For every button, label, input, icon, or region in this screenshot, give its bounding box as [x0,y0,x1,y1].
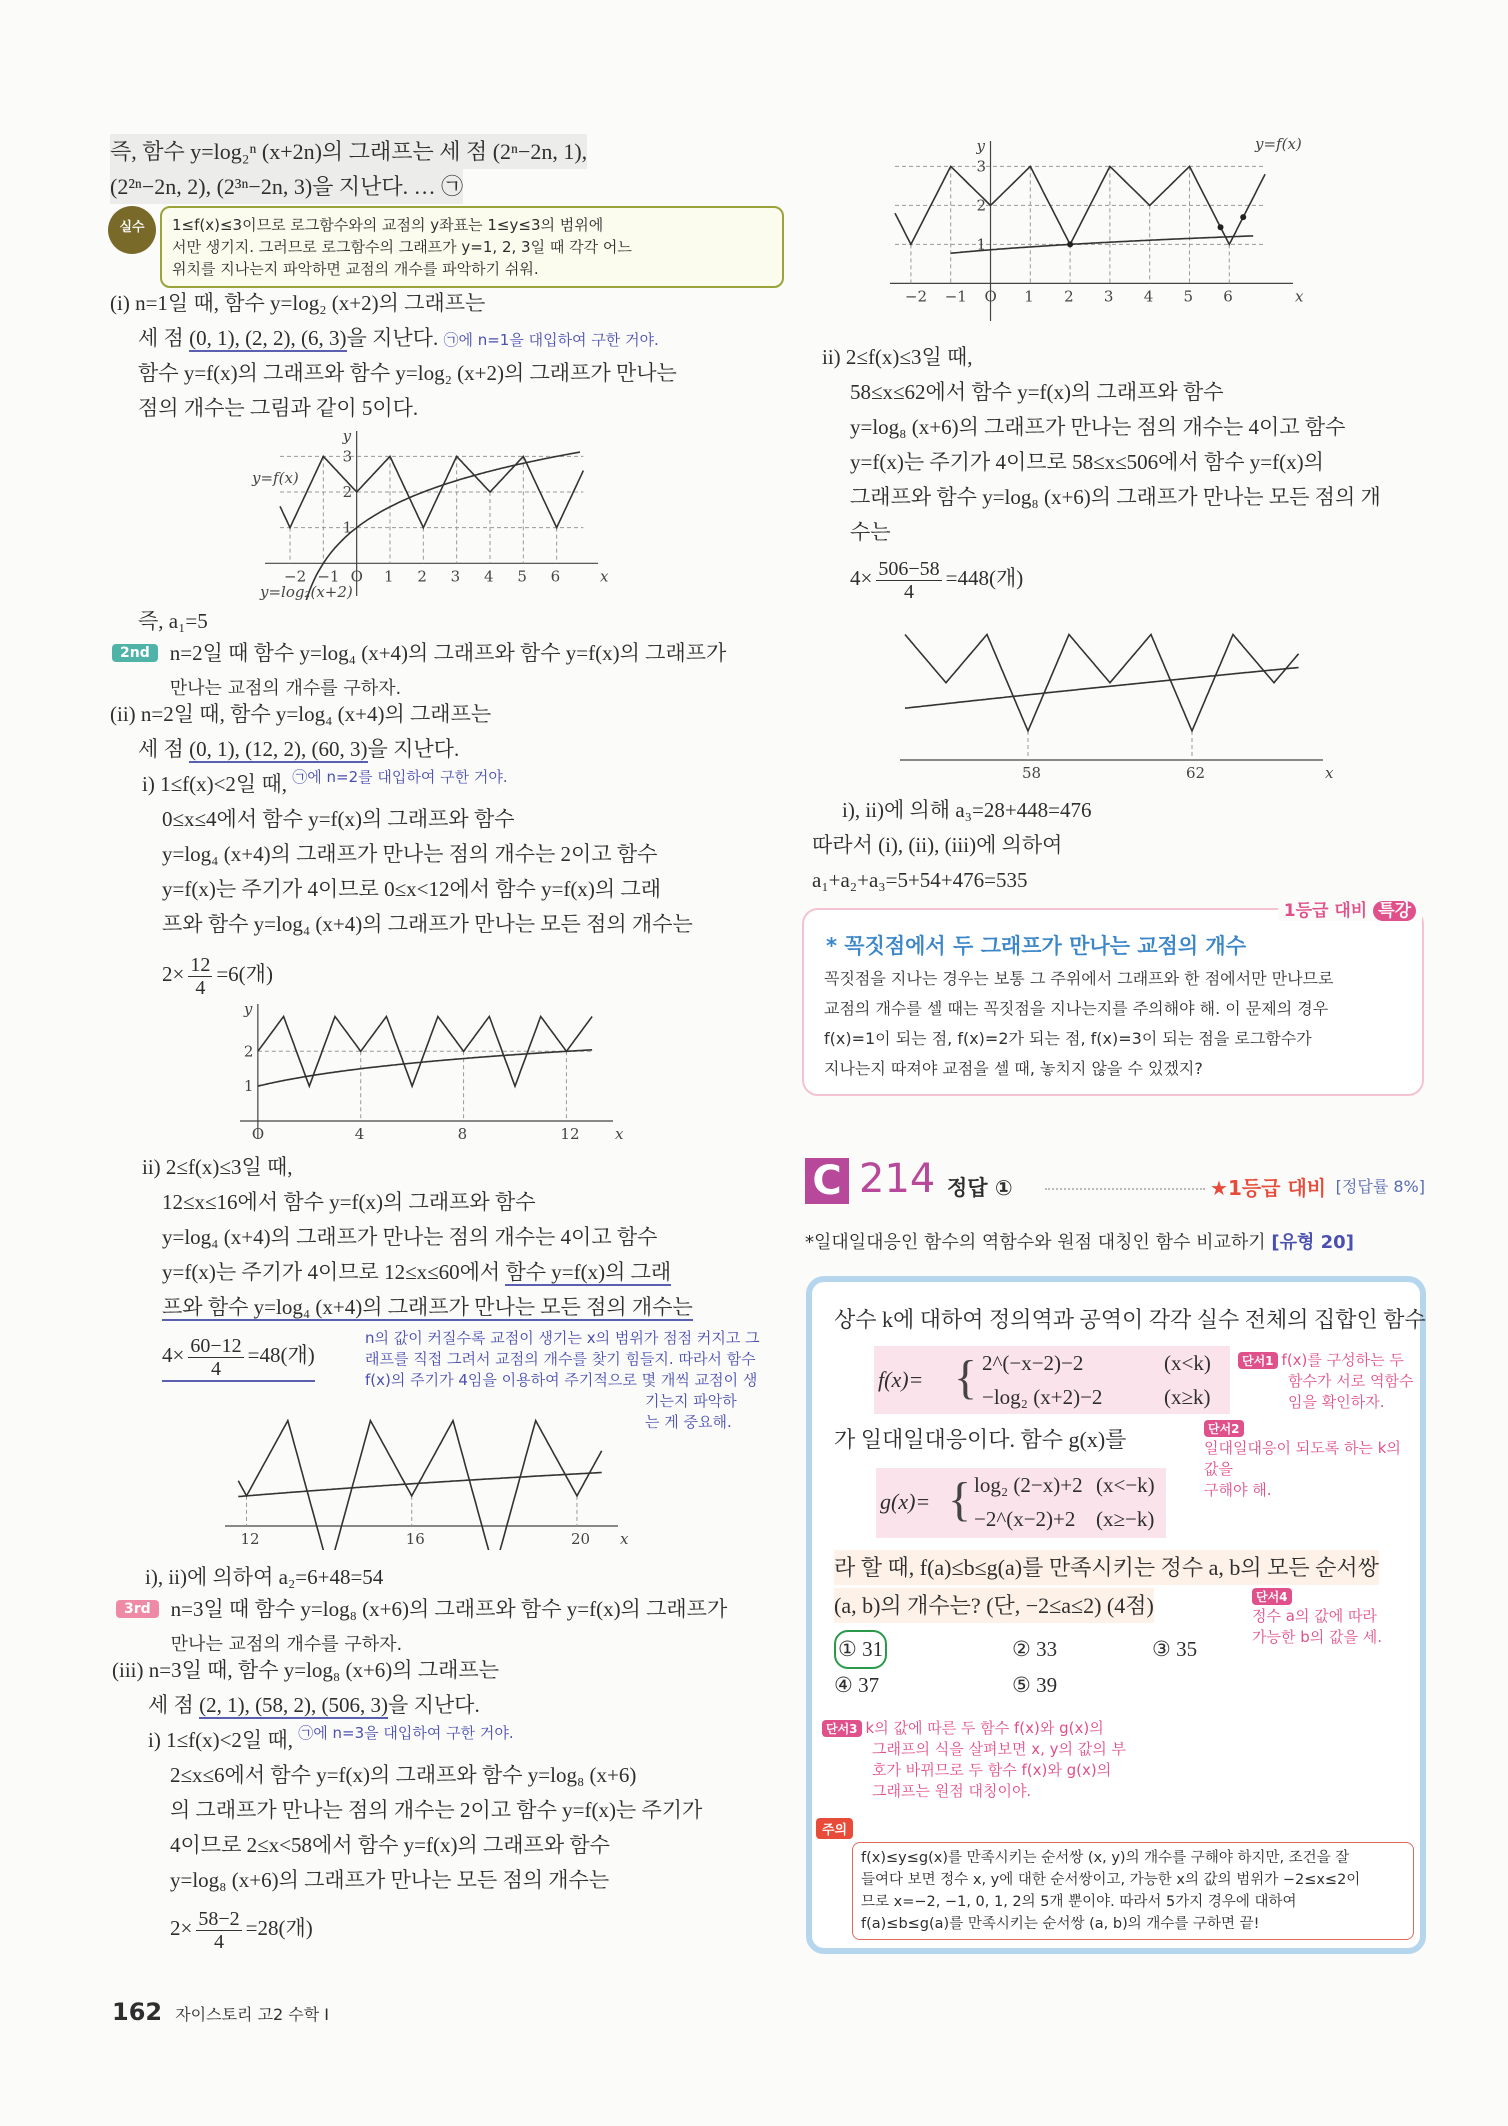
x-tick-label: 62 [1186,764,1206,782]
step-badge: 3rd [116,1600,159,1618]
annotation: ㉠에 n=1을 대입하여 구한 거야. [443,331,659,349]
choice-4[interactable]: ④ 37 [834,1673,880,1697]
log-graph [238,1473,601,1497]
footer [112,1998,329,2026]
case-line: y=log₈ (x+6)의 그래프가 만나는 점의 개수는 4이고 함수 [850,415,1346,439]
fraction [196,1908,241,1953]
x-tick-label: 3 [450,567,461,586]
result-a1: 즉, a₁=5 [138,609,208,633]
graph-case1 [250,425,610,600]
x-tick-label: −1 [944,287,967,306]
case-cond: (x≥k) [1164,1385,1211,1409]
text: 세 점 [138,737,190,761]
g-label: g(x)= [880,1489,931,1514]
x-tick-label: 4 [1143,287,1154,306]
calc [850,554,1381,603]
subcase-title: ii) 2≤f(x)≤3일 때, [142,1155,293,1179]
x-axis-label: x [1295,287,1304,306]
y-tick-label: 1 [976,235,987,254]
problem-number: 214 [859,1156,936,1202]
text: 을 지난다. [388,1693,480,1717]
step-line: 만나는 교점의 개수를 구하자. [169,678,402,699]
annotation-line: 는 게 중요해. [645,1413,732,1431]
case-line: 2≤x≤6에서 함수 y=f(x)의 그래프와 함수 y=log₈ (x+6) [170,1763,637,1787]
choice-5[interactable]: ⑤ 39 [1012,1673,1058,1697]
brace: { [948,1473,972,1526]
denominator: 4 [903,580,914,603]
case-line: y=log₄ (x+4)의 그래프가 만나는 점의 개수는 4이고 함수 [162,1225,658,1249]
hint-line: 함수가 서로 역함수 [1288,1372,1414,1390]
x-tick-label: 4 [484,567,494,586]
case-line: y=log₈ (x+6)의 그래프가 만나는 모든 점의 개수는 [170,1868,610,1892]
tip-line: 지나는지 따져야 교점을 셀 때, 놓치지 않을 수 있겠지? [824,1059,1203,1078]
caution-badge: 주의 [816,1818,853,1839]
case-line: 12≤x≤16에서 함수 y=f(x)의 그래프와 함수 [162,1190,536,1214]
fraction [876,558,941,603]
numerator: 58−2 [198,1907,240,1930]
answer: 정답 ① [947,1176,1013,1200]
case-line: 함수 y=f(x)의 그래프와 함수 y=log₂ (x+2)의 그래프가 만나는 [138,361,677,385]
level-badge: C [805,1158,849,1204]
x-tick-label: 6 [1223,287,1233,306]
page-number: 162 [112,1998,163,2026]
calc-post: =6(개) [216,962,273,986]
case-line: 점의 개수는 그림과 같이 5이다. [138,396,419,420]
x-tick-label: 3 [1103,287,1114,306]
problem-topic [805,1228,1354,1254]
grade-label: ★1등급 대비 [1210,1176,1327,1200]
graph-case3-ii [895,612,1335,784]
calc [170,1904,702,1953]
log-label: y=log₂(x+2) [260,583,353,600]
case-expr: 2^(−x−2)−2 [982,1351,1084,1375]
x-tick-label: 5 [1183,287,1194,306]
step-line: 만나는 교점의 개수를 구하자. [170,1634,403,1655]
hint-2 [1204,1420,1404,1501]
annotation-line: 기는지 파악하 [645,1392,737,1410]
y-tick-label: 1 [243,1077,254,1096]
case-line: 0≤x≤4에서 함수 y=f(x)의 그래프와 함수 [162,807,515,831]
case-line: 4이므로 2≤x<58에서 함수 y=f(x)의 그래프와 함수 [170,1833,610,1857]
conclusion [812,793,1092,898]
case-expr: −2^(x−2)+2 [974,1507,1076,1531]
tip-box [802,901,1424,1096]
step-badge: 2nd [112,644,158,662]
problem-stem: 가 일대일대응이다. 함수 g(x)를 [834,1427,1127,1452]
y-tick-label: 2 [243,1042,254,1061]
case-line: y=f(x)는 주기가 4이므로 0≤x<12에서 함수 y=f(x)의 그래 [162,877,662,901]
caution-box [852,1842,1414,1940]
points: (2, 1), (58, 2), (506, 3) [199,1693,389,1717]
topic: *일대일대응인 함수의 역함수와 원점 대칭인 함수 비교하기 [805,1232,1266,1253]
hint-1 [1238,1350,1413,1413]
case-line: 의 그래프가 만나는 점의 개수는 2이고 함수 y=f(x)는 주기가 [170,1798,703,1822]
case-line: y=f(x)는 주기가 4이므로 58≤x≤506에서 함수 y=f(x)의 [850,450,1324,474]
g-definition [876,1468,1166,1538]
y-axis-label: y [976,137,985,155]
y-tick-label: 3 [342,447,353,466]
intersection-point [1240,214,1246,220]
fraction [188,954,212,999]
fraction [188,1335,243,1380]
result-a3: i), ii)에 의해 a₃=28+448=476 [842,798,1092,822]
case-expr: log₂ (2−x)+2 [974,1473,1083,1497]
y-tick-label: 2 [976,196,987,215]
grade-text: 1등급 대비 [1227,1176,1327,1200]
hint-line: 구해야 해. [1204,1481,1272,1499]
y-tick-label: 2 [342,483,353,502]
step-line: n=2일 때 함수 y=log₄ (x+4)의 그래프와 함수 y=f(x)의 그래프가 [169,641,727,665]
x-tick-label: 58 [1022,764,1042,782]
intro-line: 즉, 함수 y=log₂ⁿ (x+2n)의 그래프는 세 점 (2ⁿ−2n, 1), [110,134,587,169]
annotation-line: 래프를 직접 그려서 교점의 개수를 찾기 힘들지. 따라서 함수 [365,1350,756,1368]
x-tick-label: 20 [570,1530,591,1548]
y-tick-label: 3 [976,157,987,176]
note-line: 서만 생기지. 그러므로 로그함수의 그래프가 y=1, 2, 3일 때 각각 어느 [172,238,632,256]
x-tick-label: 5 [517,567,527,586]
x-tick-label: O [251,1125,265,1143]
x-tick-label: 2 [1064,287,1074,306]
correct-rate: [정답률 8%] [1335,1177,1425,1196]
conclusion-line: 따라서 (i), (ii), (iii)에 의하여 [812,833,1063,857]
calc-post: =48(개) [247,1343,315,1367]
problem-box [806,1276,1426,1954]
text: 함수 y=f(x)의 그래 [505,1260,672,1284]
case-line: 프와 함수 y=log₄ (x+4)의 그래프가 만나는 모든 점의 개수는 [162,912,693,936]
calc-pre: 4× [850,566,873,590]
case-cond: (x<k) [1164,1351,1211,1375]
case-3 [112,1653,702,1953]
hint-badge: 단서4 [1252,1588,1292,1605]
x-tick-label: −1 [317,567,340,586]
x-axis-label: x [615,1125,624,1143]
caution-line: 므로 x=−2, −1, 0, 1, 2의 5개 뿐이야. 따라서 5가지 경우에 대하여 [861,1894,1297,1910]
x-tick-label: 4 [354,1125,365,1143]
points: (0, 1), (12, 2), (60, 3) [189,737,368,761]
tip-line: f(x)=1이 되는 점, f(x)=2가 되는 점, f(x)=3이 되는 점을 로그함수가 [824,1029,1312,1048]
case-1 [110,286,677,426]
calc-post: =28(개) [245,1916,313,1940]
case-2 [110,697,693,999]
hint-line: 임을 확인하자. [1288,1393,1385,1411]
x-axis-label: x [620,1530,629,1548]
x-tick-label: 1 [384,567,394,586]
y-tick-label: 1 [342,518,353,537]
choice-3[interactable]: ③ 35 [1152,1637,1198,1661]
graph-case3-i [885,135,1325,325]
note-line: 1≤f(x)≤3이므로 로그함수와의 교점의 y좌표는 1≤y≤3의 범위에 [172,216,604,234]
text: 프와 함수 y=log₄ (x+4)의 그래프가 만나는 모든 점의 개수는 [162,1295,693,1319]
tip-title: * 꼭짓점에서 두 그래프가 만나는 교점의 개수 [826,934,1246,958]
graph-case2-ii [220,1390,640,1550]
choice-1[interactable]: ① 31 [834,1630,887,1669]
x-tick-label: 8 [457,1125,468,1143]
case-3-ii [822,340,1381,603]
brace: { [954,1351,978,1404]
graph-case2-i [225,998,625,1143]
tip-tag [1278,896,1422,921]
x-axis-label: x [1325,764,1334,782]
annotation-line: f(x)의 주기가 4임을 이용하여 주기적으로 몇 개씩 교점이 생 [365,1371,758,1389]
mistake-note [160,206,784,288]
hint-line: k의 값에 따른 두 함수 f(x)와 g(x)의 [865,1719,1104,1737]
case-line: 수는 [850,520,891,544]
denominator: 4 [210,1357,221,1380]
hint-line: 가능한 b의 값을 세. [1252,1628,1383,1646]
tip-line: 교점의 개수를 셀 때는 꼭짓점을 지나는지를 주의해야 해. 이 문제의 경우 [824,999,1329,1018]
type-tag: [유형 20] [1271,1232,1354,1253]
hint-badge: 단서3 [822,1720,862,1737]
subcase-title: i) 1≤f(x)<2일 때, [142,772,287,796]
case-cond: (x≥−k) [1096,1507,1155,1531]
text: 을 지난다. [367,737,460,761]
step-3 [116,1592,727,1662]
book-title: 자이스토리 고2 수학 I [175,2005,330,2024]
numerator: 60−12 [190,1334,242,1357]
x-tick-label: 6 [550,567,561,586]
case-line: (iii) n=3일 때, 함수 y=log₈ (x+6)의 그래프는 [112,1658,499,1682]
step-line: n=3일 때 함수 y=log₈ (x+6)의 그래프와 함수 y=f(x)의 그래프가 [170,1597,728,1621]
calc-pre: 4× [162,1343,185,1367]
final-sum: a₁+a₂+a₃=5+54+476=535 [812,868,1028,892]
hint-line: 호가 바뀌므로 두 함수 f(x)와 g(x)의 [872,1761,1112,1779]
text: 세 점 [148,1693,200,1717]
case-line: 그래프와 함수 y=log₈ (x+6)의 그래프가 만나는 모든 점의 개 [850,485,1381,509]
x-tick-label: 12 [560,1125,580,1143]
choice-2[interactable]: ② 33 [1012,1637,1058,1661]
problem-stem: (a, b)의 개수는? (단, −2≤a≤2) (4점) [834,1588,1154,1623]
case-line: 58≤x≤62에서 함수 y=f(x)의 그래프와 함수 [850,380,1224,404]
hint-line: 그래프는 원점 대칭이야. [872,1782,1032,1800]
hint-4 [1252,1588,1402,1648]
x-tick-label: 1 [1024,287,1034,306]
leader-dots [1045,1188,1205,1190]
x-tick-label: 2 [417,567,427,586]
tip-tag-label: 1등급 대비 [1283,901,1368,921]
hint-line: 정수 a의 값에 따라 [1252,1607,1377,1625]
step-2 [112,636,726,706]
f-graph [905,635,1299,732]
caution-line: 들여다 보면 정수 x, y에 대한 순서쌍이고, 가능한 x의 값의 범위가 −2≤x≤2이 [861,1872,1361,1888]
calc-pre: 2× [162,962,185,986]
denominator: 4 [213,1930,224,1953]
x-tick-label: O [350,567,363,586]
x-tick-label: O [984,287,997,306]
calc [162,1331,315,1382]
y-axis-label: y [342,427,352,445]
f-definition [874,1346,1230,1414]
x-tick-label: −2 [904,287,928,306]
case-expr: −log₂ (x+2)−2 [982,1385,1103,1409]
points: (0, 1), (2, 2), (6, 3) [189,326,347,350]
hint-3 [822,1718,1126,1802]
text: 세 점 [138,326,190,350]
text: 을 지난다. [346,326,439,350]
annotation-line: n의 값이 커질수록 교점이 생기는 x의 범위가 점점 커지고 그 [365,1329,760,1347]
intro [110,134,587,204]
intersection-point [1218,224,1224,230]
hint-badge: 단서2 [1204,1420,1244,1437]
text: y=f(x)는 주기가 4이므로 12≤x≤60에서 [162,1260,506,1284]
y-axis-label: y [243,1000,253,1018]
intersection-point [1067,241,1073,247]
hint-badge: 단서1 [1238,1352,1278,1369]
case-line: (i) n=1일 때, 함수 y=log₂ (x+2)의 그래프는 [110,291,486,315]
x-tick-label: 12 [240,1530,260,1548]
caution-line: f(a)≤b≤g(a)를 만족시키는 순서쌍 (a, b)의 개수를 구하면 끝! [861,1916,1260,1932]
mistake-badge: 실수 [108,206,156,254]
numerator: 506−58 [878,557,940,580]
x-tick-label: 16 [405,1530,425,1548]
tip-tag-badge: 특강 [1373,901,1416,921]
calc-post: =448(개) [945,566,1024,590]
problem-header [805,1158,1425,1208]
case-cond: (x<−k) [1096,1473,1155,1497]
annotation: ㉠에 n=2를 대입하여 구한 거야. [292,768,508,786]
result-a2: i), ii)에 의하여 a₂=6+48=54 [145,1565,384,1589]
caution-line: f(x)≤y≤g(x)를 만족시키는 순서쌍 (x, y)의 개수를 구해야 하지만, 조건을 잘 [861,1850,1350,1866]
calc-pre: 2× [170,1916,193,1940]
hint-line: f(x)를 구성하는 두 [1281,1351,1404,1369]
denominator: 4 [195,976,206,999]
case-line: (ii) n=2일 때, 함수 y=log₄ (x+4)의 그래프는 [110,702,492,726]
x-tick-label: −2 [284,567,307,586]
f-label: y=f(x) [252,469,299,487]
case-line: y=log₄ (x+4)의 그래프가 만나는 점의 개수는 2이고 함수 [162,842,658,866]
calc [162,950,693,999]
x-axis-label: x [600,567,609,586]
note-line: 위치를 지나는지 파악하면 교점의 개수를 파악하기 쉬워. [172,260,539,278]
subcase-title: ii) 2≤f(x)≤3일 때, [822,345,973,369]
subcase-title: i) 1≤f(x)<2일 때, [148,1728,293,1752]
problem-stem: 라 할 때, f(a)≤b≤g(a)를 만족시키는 정수 a, b의 모든 순서쌍 [834,1550,1379,1585]
hint-line: 그래프의 식을 살펴보면 x, y의 값의 부 [872,1740,1126,1758]
numerator: 12 [190,953,211,976]
f-label: y=f(x) [1255,135,1302,153]
f-label: f(x)= [878,1367,924,1392]
tip-line: 꼭짓점을 지나는 경우는 보통 그 주위에서 그래프와 한 점에서만 만나므로 [824,969,1334,988]
annotation: ㉠에 n=3을 대입하여 구한 거야. [298,1724,514,1742]
problem-stem: 상수 k에 대하여 정의역과 공역이 각각 실수 전체의 집합인 함수 [834,1307,1426,1332]
hint-line: 일대일대응이 되도록 하는 k의 값을 [1204,1439,1401,1478]
intro-line: (2²ⁿ−2n, 2), (2³ⁿ−2n, 3)을 지난다. … ㉠ [110,169,463,204]
